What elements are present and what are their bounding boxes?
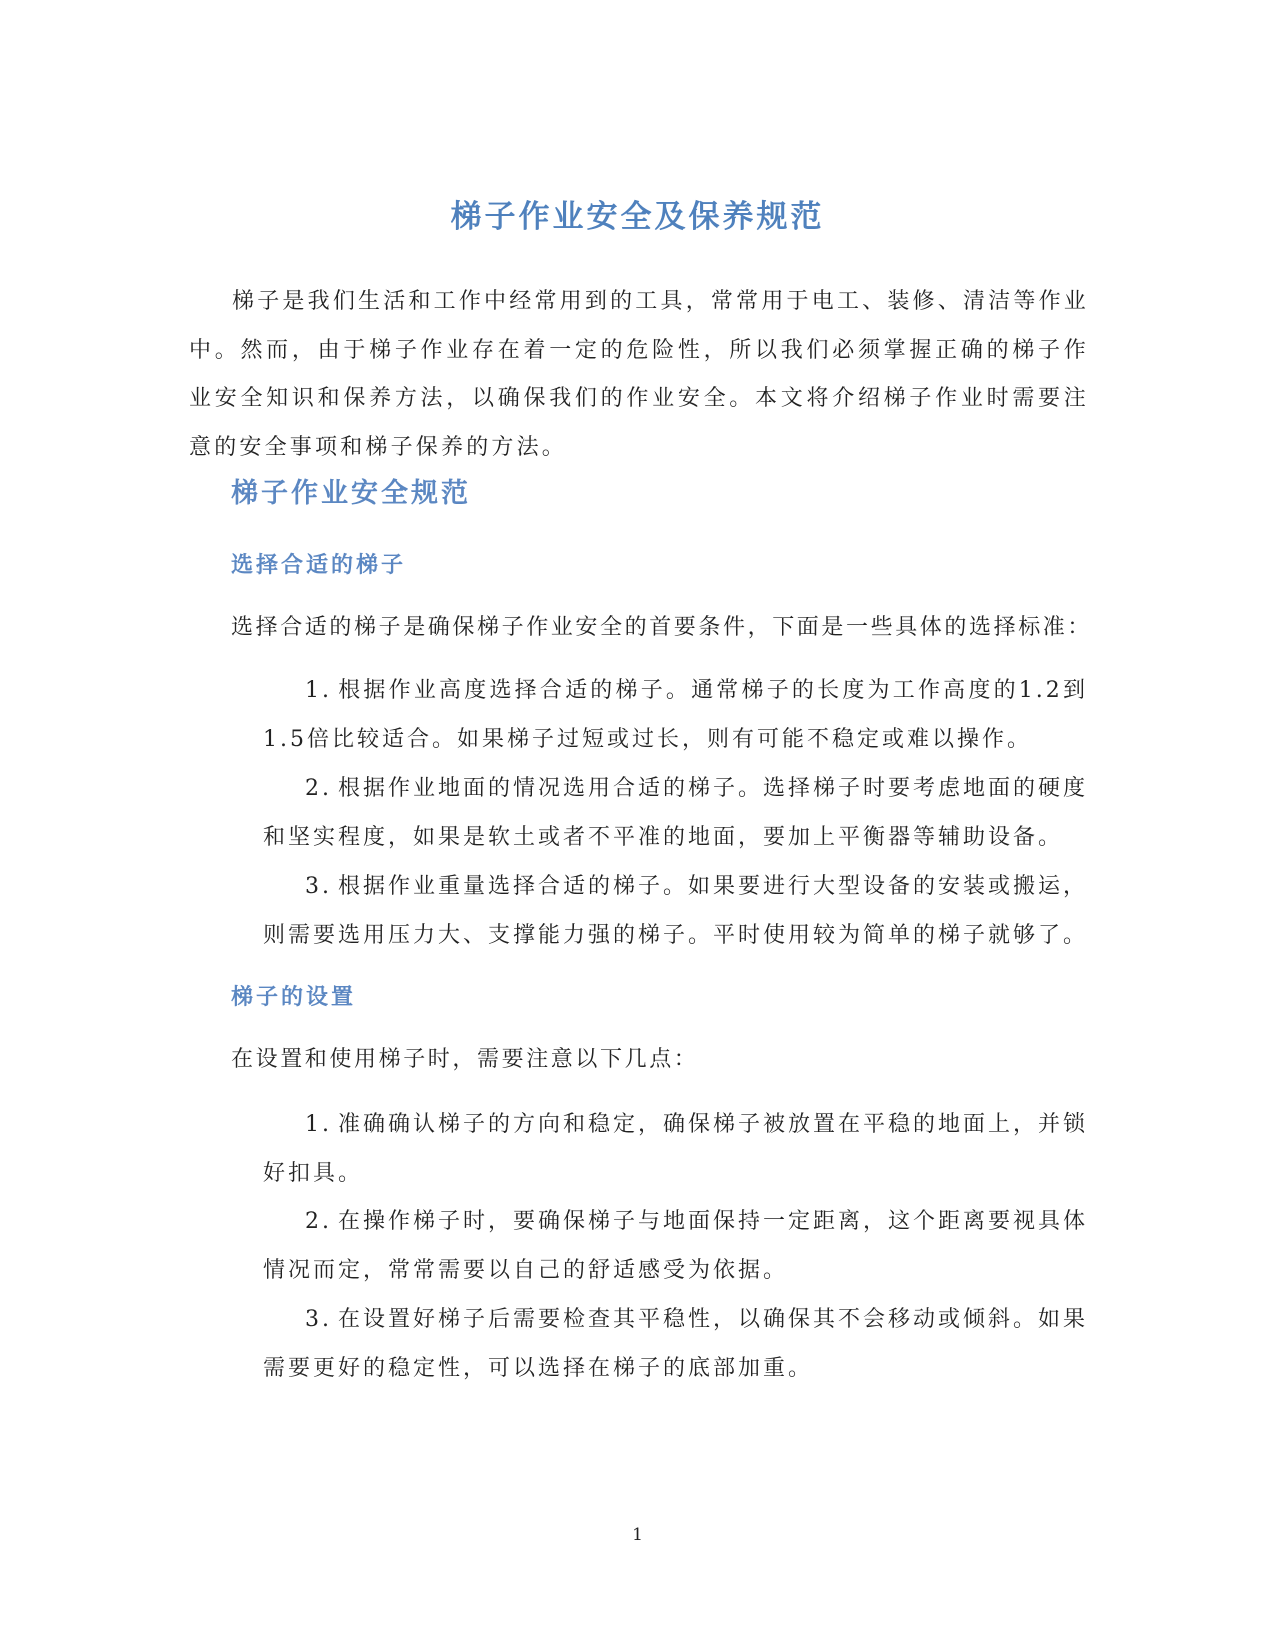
list-item-text: 在操作梯子时，要确保梯子与地面保持一定距离，这个距离要视具体情况而定，常常需要以自己的舒适感受为依据。 [263, 1209, 1089, 1283]
list-item-text: 准确确认梯子的方向和稳定，确保梯子被放置在平稳的地面上，并锁好扣具。 [263, 1112, 1089, 1186]
subheading-ladder-setup: 梯子的设置 [231, 984, 357, 1010]
ladder-setup-lead: 在设置和使用梯子时，需要注意以下几点： [231, 1047, 699, 1072]
list-item-text: 在设置好梯子后需要检查其平稳性，以确保其不会移动或倾斜。如果需要更好的稳定性，可以选择在梯子的底部加重。 [263, 1307, 1089, 1381]
choose-ladder-lead: 选择合适的梯子是确保梯子作业安全的首要条件，下面是一些具体的选择标准： [231, 615, 1093, 640]
list-item-number: 2. [305, 1209, 332, 1234]
list-item-number: 2. [305, 776, 332, 801]
list-item [263, 765, 1088, 862]
list-item-text: 根据作业重量选择合适的梯子。如果要进行大型设备的安装或搬运，则需要选用压力大、支撑能力强的梯子。平时使用较为简单的梯子就够了。 [263, 874, 1089, 948]
page-number: 1 [632, 1525, 643, 1545]
list-item-number: 1. [305, 678, 332, 703]
intro-paragraph: 梯子是我们生活和工作中经常用到的工具，常常用于电工、装修、清洁等作业中。然而，由于梯子作业存在着一定的危险性，所以我们必须掌握正确的梯子作业安全知识和保养方法，以确保我们的作业安全。本文将介绍梯子作业时需要注意的安全事项和梯子保养的方法。 [189, 289, 1089, 460]
list-item-number: 3. [305, 874, 332, 899]
list-item [263, 863, 1088, 960]
section-heading-ladder-safety: 梯子作业安全规范 [231, 478, 471, 509]
list-item-text: 根据作业高度选择合适的梯子。通常梯子的长度为工作高度的1.2到1.5倍比较适合。如果梯子过短或过长，则有可能不稳定或难以操作。 [263, 678, 1088, 752]
page-title: 梯子作业安全及保养规范 [450, 199, 825, 235]
list-item [263, 667, 1088, 764]
subheading-choose-ladder: 选择合适的梯子 [231, 552, 407, 578]
list-item [263, 1296, 1088, 1393]
list-item-text: 根据作业地面的情况选用合适的梯子。选择梯子时要考虑地面的硬度和坚实程度，如果是软土或者不平准的地面，要加上平衡器等辅助设备。 [263, 776, 1089, 850]
list-item [263, 1101, 1088, 1198]
list-item [263, 1198, 1088, 1295]
list-item-number: 1. [305, 1112, 332, 1137]
list-item-number: 3. [305, 1307, 332, 1332]
